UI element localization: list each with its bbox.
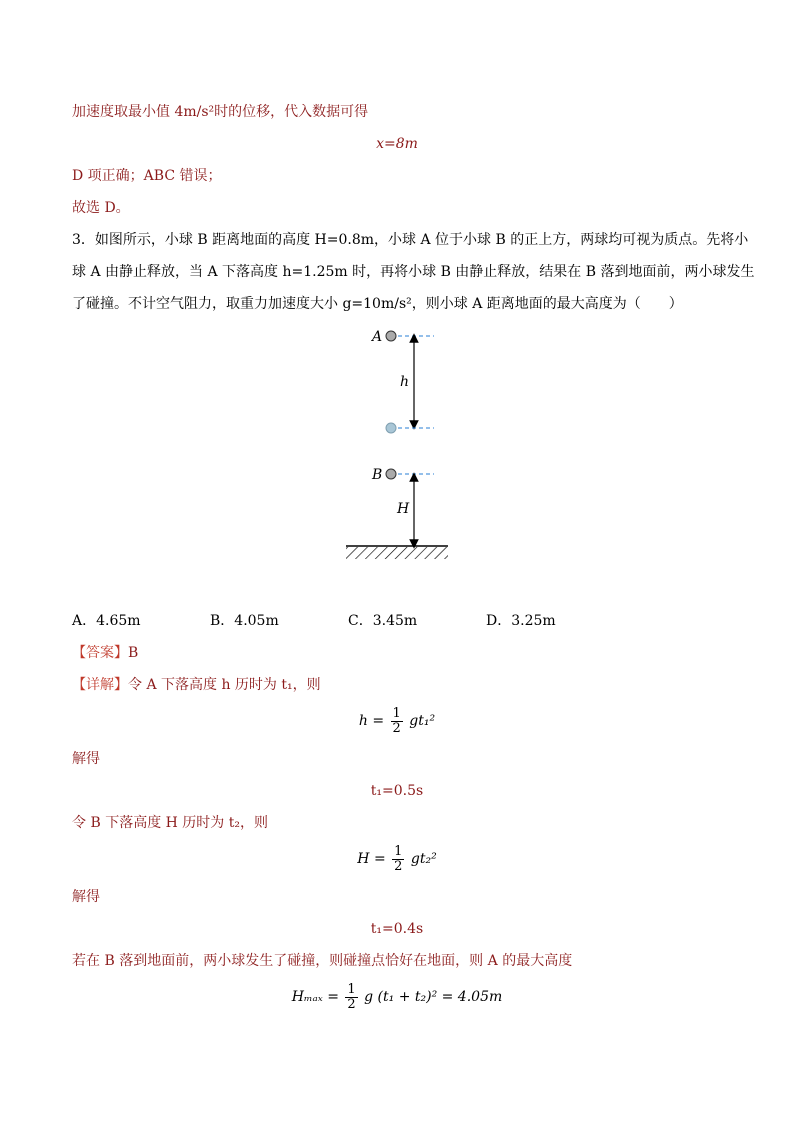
text-line: 故选 D。 bbox=[72, 200, 130, 216]
question-text: 3．如图所示，小球 B 距离地面的高度 H=0.8m，小球 A 位于小球 B 的正上方，两球均可视为质点。先将小 bbox=[72, 232, 749, 248]
equation-x: x=8m bbox=[376, 136, 418, 152]
result-2: t₁=0.4s bbox=[370, 921, 424, 937]
detail-tag: 【详解】 bbox=[72, 677, 128, 693]
result-1: t₁=0.5s bbox=[370, 783, 424, 799]
question-text: 了碰撞。不计空气阻力，取重力加速度大小 g=10m/s²，则小球 A 距离地面的最大高度为（ ） bbox=[72, 296, 683, 312]
detail-line bbox=[72, 675, 321, 695]
option-b[interactable]: B．4.05m bbox=[210, 613, 279, 629]
equation-1 bbox=[0, 704, 794, 738]
ball-a-dropped bbox=[386, 423, 396, 433]
text-line: D 项正确；ABC 错误； bbox=[72, 168, 222, 184]
eq3-left: Hₘₐₓ = bbox=[291, 989, 339, 1005]
label-b: B bbox=[372, 467, 383, 483]
detail-text: 令 A 下落高度 h 历时为 t₁，则 bbox=[128, 677, 321, 693]
text-line: 解得 bbox=[72, 751, 100, 767]
eq1-left: h = bbox=[358, 713, 385, 729]
eq2-left: H = bbox=[357, 851, 386, 867]
eq1-right: gt₁² bbox=[409, 713, 436, 729]
ball-b bbox=[386, 469, 396, 479]
fraction-half: $\frac{1}{2}$ bbox=[347, 981, 356, 1012]
text-line: 若在 B 落到地面前，两小球发生了碰撞，则碰撞点恰好在地面，则 A 的最大高度 bbox=[72, 953, 573, 969]
answer-value: B bbox=[128, 645, 139, 661]
text-line: 解得 bbox=[72, 889, 100, 905]
text-line: 加速度取最小值 4m/s²时的位移，代入数据可得 bbox=[72, 104, 369, 120]
answer-tag: 【答案】 bbox=[72, 645, 128, 661]
fraction-half: $\frac{1}{2}$ bbox=[392, 705, 401, 736]
question-text: 球 A 由静止释放，当 A 下落高度 h=1.25m 时，再将小球 B 由静止释放，结果在 B 落到地面前，两小球发生 bbox=[72, 264, 755, 280]
equation-3 bbox=[0, 980, 794, 1014]
equation-2 bbox=[0, 842, 794, 876]
ground-hatch bbox=[346, 547, 448, 559]
eq3-right: g (t₁ + t₂)² = 4.05m bbox=[364, 989, 503, 1005]
answer-line bbox=[72, 643, 138, 663]
text-line: 令 B 下落高度 H 历时为 t₂，则 bbox=[72, 815, 268, 831]
eq2-right: gt₂² bbox=[410, 851, 437, 867]
label-a: A bbox=[372, 329, 383, 345]
option-d[interactable]: D．3.25m bbox=[486, 613, 556, 629]
option-c[interactable]: C．3.45m bbox=[348, 613, 418, 629]
free-fall-figure bbox=[0, 320, 794, 580]
label-h: h bbox=[400, 374, 410, 390]
label-H: H bbox=[397, 501, 410, 517]
ball-a bbox=[386, 331, 396, 341]
option-a[interactable]: A．4.65m bbox=[72, 613, 141, 629]
fraction-half: $\frac{1}{2}$ bbox=[394, 843, 403, 874]
